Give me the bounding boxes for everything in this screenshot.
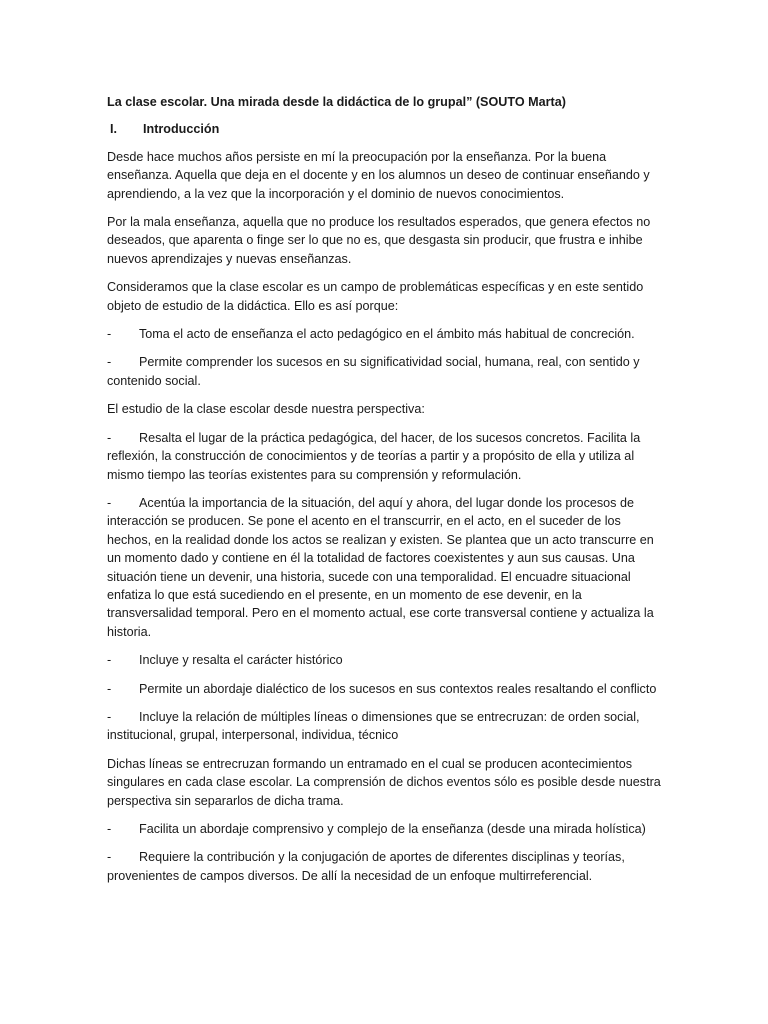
list-marker: - [107,709,112,724]
list-item-text: Resalta el lugar de la práctica pedagógica, del hacer, de los sucesos concretos. Facilita la reflexión, la construcción de conocimientos y de teorías a partir y a propósito de ella y utiliza al mismo tiempo las teorías existentes para su comprensión y reformulación. [107,430,641,482]
list-marker: - [107,653,112,668]
paragraph: Por la mala enseñanza, aquella que no produce los resultados esperados, que genera efectos no deseados, que aparenta o finge ser lo que no es, que desgasta sin producir, que frustra e inhibe nuevos aprendizajes y nuevas enseñanzas. [107,215,651,266]
list-item-text: Incluye la relación de múltiples líneas o dimensiones que se entrecruzan: de orden social, institucional, grupal, interpersonal, individua, técnico [107,709,640,743]
paragraph: Desde hace muchos años persiste en mí la preocupación por la enseñanza. Por la buena enseñanza. Aquella que deja en el docente y en los alumnos un deseo de continuar enseñando y aprendiendo, a la vez que la incorporación y el dominio de nuevos conocimientos. [107,149,650,201]
paragraph: Dichas líneas se entrecruzan formando un entramado en el cual se producen acontecimientos singulares en cada clase escolar. La comprensión de dichos eventos sólo es posible desde nuestra perspectiva sin separarlos de dicha trama. [107,756,661,808]
list-marker: - [107,430,112,445]
list-marker: - [107,495,112,510]
list-marker: - [107,681,112,696]
list-item [107,848,667,885]
list-item-text: Toma el acto de enseñanza el acto pedagógico en el ámbito más habitual de concreción. [139,327,635,342]
list-item-text: Permite un abordaje dialéctico de los sucesos en sus contextos reales resaltando el conflicto [139,681,657,696]
list-marker: - [107,822,112,836]
paragraph: Consideramos que la clase escolar es un campo de problemáticas específicas y en este sentido objeto de estudio de la didáctica. Ello es así porque: [107,280,644,313]
list-item [107,820,667,838]
section-number: I. [110,122,117,137]
list-item [107,680,667,698]
list-item [107,353,667,390]
list-item [107,494,667,641]
document-page [107,93,667,895]
list-item-text: Facilita un abordaje comprensivo y complejo de la enseñanza (desde una mirada holística) [139,822,646,836]
list-item [107,651,667,669]
list-marker: - [107,327,112,342]
list-item-text: Requiere la contribución y la conjugación de aportes de diferentes disciplinas y teorías, provenientes de campos diversos. De allí la necesidad de un enfoque multirreferencial. [107,850,625,883]
section-title: Introducción [143,122,220,137]
list-item-text: Permite comprender los sucesos en su significatividad social, humana, real, con sentido y contenido social. [107,355,640,388]
paragraph: El estudio de la clase escolar desde nuestra perspectiva: [107,402,425,417]
list-item [107,325,667,343]
list-item-text: Acentúa la importancia de la situación, del aquí y ahora, del lugar donde los procesos de interacción se producen. Se pone el acento en el transcurrir, en el acto, en el suceder de los hechos, en la realidad donde los actos se realizan y existen. Se plantea que un acto transcurre en un momento dado y contiene en él la totalidad de factores coexistentes y aun sus causas. Una situación tiene un devenir, una historia, sucede con una temporalidad. El encuadre situacional enfatiza lo que está sucediendo en el presente, en un momento de ese devenir, en la transversalidad temporal. Pero en el momento actual, ese corte transversal contiene y actualiza la historia. [107,495,654,639]
list-item-text: Incluye y resalta el carácter histórico [139,653,343,668]
document-title: La clase escolar. Una mirada desde la didáctica de lo grupal” (SOUTO Marta) [107,95,566,109]
list-marker: - [107,355,112,370]
list-item [107,708,667,745]
list-item [107,429,667,484]
list-marker: - [107,850,112,865]
section-heading [107,120,667,138]
